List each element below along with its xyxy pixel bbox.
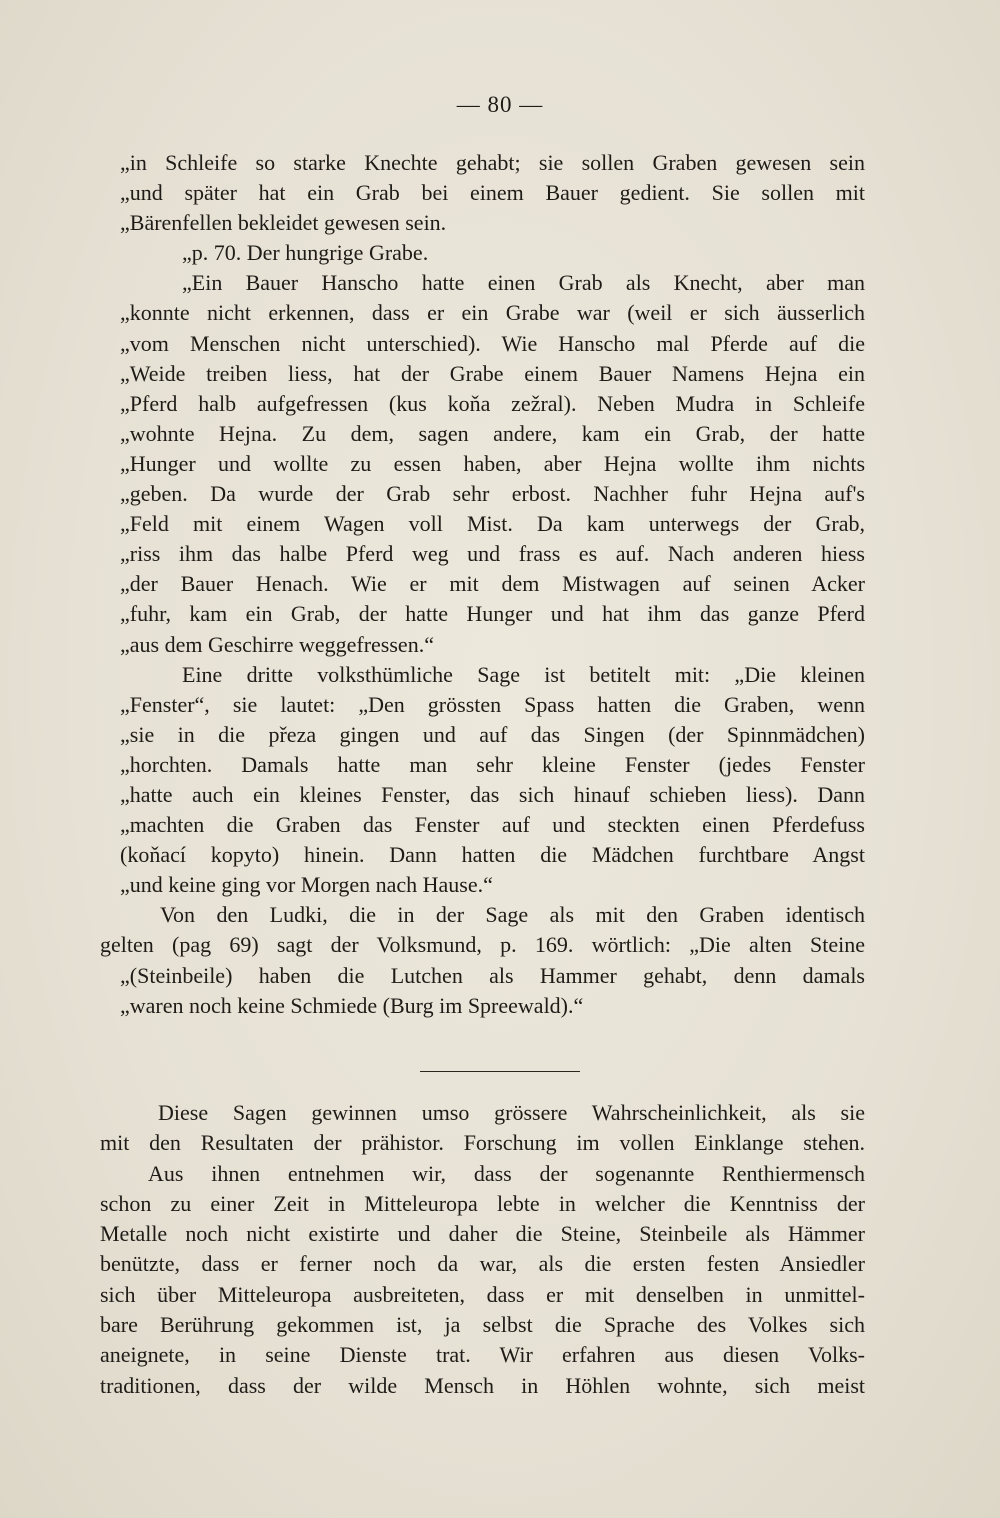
text-line: „vom Menschen nicht unterschied). Wie Hanscho mal Pferde auf die	[120, 330, 865, 356]
text-line: „Ein Bauer Hanscho hatte einen Grab als Knecht, aber man	[182, 270, 865, 296]
text-line: „geben. Da wurde der Grab sehr erbost. Nachher fuhr Hejna auf's	[120, 481, 865, 507]
text-line: traditionen, dass der wilde Mensch in Höhlen wohnte, sich meist	[100, 1372, 865, 1398]
text-line: mit den Resultaten der prähistor. Forschung im vollen Einklange stehen.	[100, 1130, 865, 1156]
text-line: „Weide treiben liess, hat der Grabe einem Bauer Namens Hejna ein	[120, 360, 865, 386]
text-line: (koňací kopyto) hinein. Dann hatten die Mädchen furchtbare Angst	[120, 842, 865, 868]
text-line: sich über Mitteleuropa ausbreiteten, dass er mit denselben in unmittel-	[100, 1281, 865, 1307]
text-line: Diese Sagen gewinnen umso grössere Wahrscheinlichkeit, als sie	[158, 1100, 865, 1125]
text-line: „aus dem Geschirre weggefressen.“	[120, 631, 434, 657]
page-number: — 80 —	[456, 92, 544, 117]
legend-heading: „p. 70. Der hungrige Grabe.	[182, 240, 429, 266]
text-line: „riss ihm das halbe Pferd weg und frass es auf. Nach anderen hiess	[120, 541, 865, 567]
text-line: gelten (pag 69) sagt der Volksmund, p. 169. wörtlich: „Die alten Steine	[100, 932, 865, 958]
text-line: bare Berührung gekommen ist, ja selbst die Sprache des Volkes sich	[100, 1312, 865, 1338]
text-line: „sie in die přeza gingen und auf das Singen (der Spinnmädchen)	[120, 721, 865, 747]
text-line: „Fenster“, sie lautet: „Den grössten Spass hatten die Graben, wenn	[120, 691, 865, 717]
text-line: „Bärenfellen bekleidet gewesen sein.	[120, 210, 447, 236]
text-line: „der Bauer Henach. Wie er mit dem Mistwagen auf seinen Acker	[120, 571, 865, 597]
text-line: „Pferd halb aufgefressen (kus koňa zežral). Neben Mudra in Schleife	[120, 390, 865, 416]
text-line: „fuhr, kam ein Grab, der hatte Hunger und hat ihm das ganze Pferd	[120, 601, 865, 627]
text-line: Eine dritte volksthümliche Sage ist betitelt mit: „Die kleinen	[182, 661, 865, 687]
quoted-legends-block	[100, 148, 865, 1021]
text-line: „und keine ging vor Morgen nach Hause.“	[120, 872, 493, 898]
text-line: „waren noch keine Schmiede (Burg im Spreewald).“	[120, 992, 584, 1018]
text-line: „wohnte Hejna. Zu dem, sagen andere, kam ein Grab, der hatte	[120, 420, 865, 446]
text-line: „und später hat ein Grab bei einem Bauer gedient. Sie sollen mit	[120, 180, 865, 206]
text-line: „Hunger und wollte zu essen haben, aber Hejna wollte ihm nichts	[120, 450, 865, 476]
text-line: „horchten. Damals hatte man sehr kleine Fenster (jedes Fenster	[120, 751, 865, 777]
text-line: „konnte nicht erkennen, dass er ein Grabe war (weil er sich äusserlich	[120, 300, 865, 326]
text-line: „in Schleife so starke Knechte gehabt; sie sollen Graben gewesen sein	[120, 150, 865, 175]
text-line: aneignete, in seine Dienste trat. Wir erfahren aus diesen Volks-	[100, 1342, 865, 1368]
text-line: Aus ihnen entnehmen wir, dass der sogenannte Renthiermensch	[148, 1160, 865, 1186]
text-line: „machten die Graben das Fenster auf und steckten einen Pferdefuss	[120, 812, 865, 838]
section-divider	[420, 1071, 580, 1072]
text-line: benützte, dass er ferner noch da war, als die ersten festen Ansiedler	[100, 1251, 865, 1277]
text-line: schon zu einer Zeit in Mitteleuropa lebte in welcher die Kenntniss der	[100, 1190, 865, 1216]
text-line: „hatte auch ein kleines Fenster, das sich hinauf schieben liess). Dann	[120, 781, 865, 807]
text-line: Von den Ludki, die in der Sage als mit den Graben identisch	[160, 902, 865, 928]
text-line: „(Steinbeile) haben die Lutchen als Hammer gehabt, denn damals	[120, 962, 865, 988]
body-text-block	[100, 1098, 865, 1401]
text-line: „Feld mit einem Wagen voll Mist. Da kam unterwegs der Grab,	[120, 511, 865, 537]
text-line: Metalle noch nicht existirte und daher die Steine, Steinbeile als Hämmer	[100, 1221, 865, 1247]
